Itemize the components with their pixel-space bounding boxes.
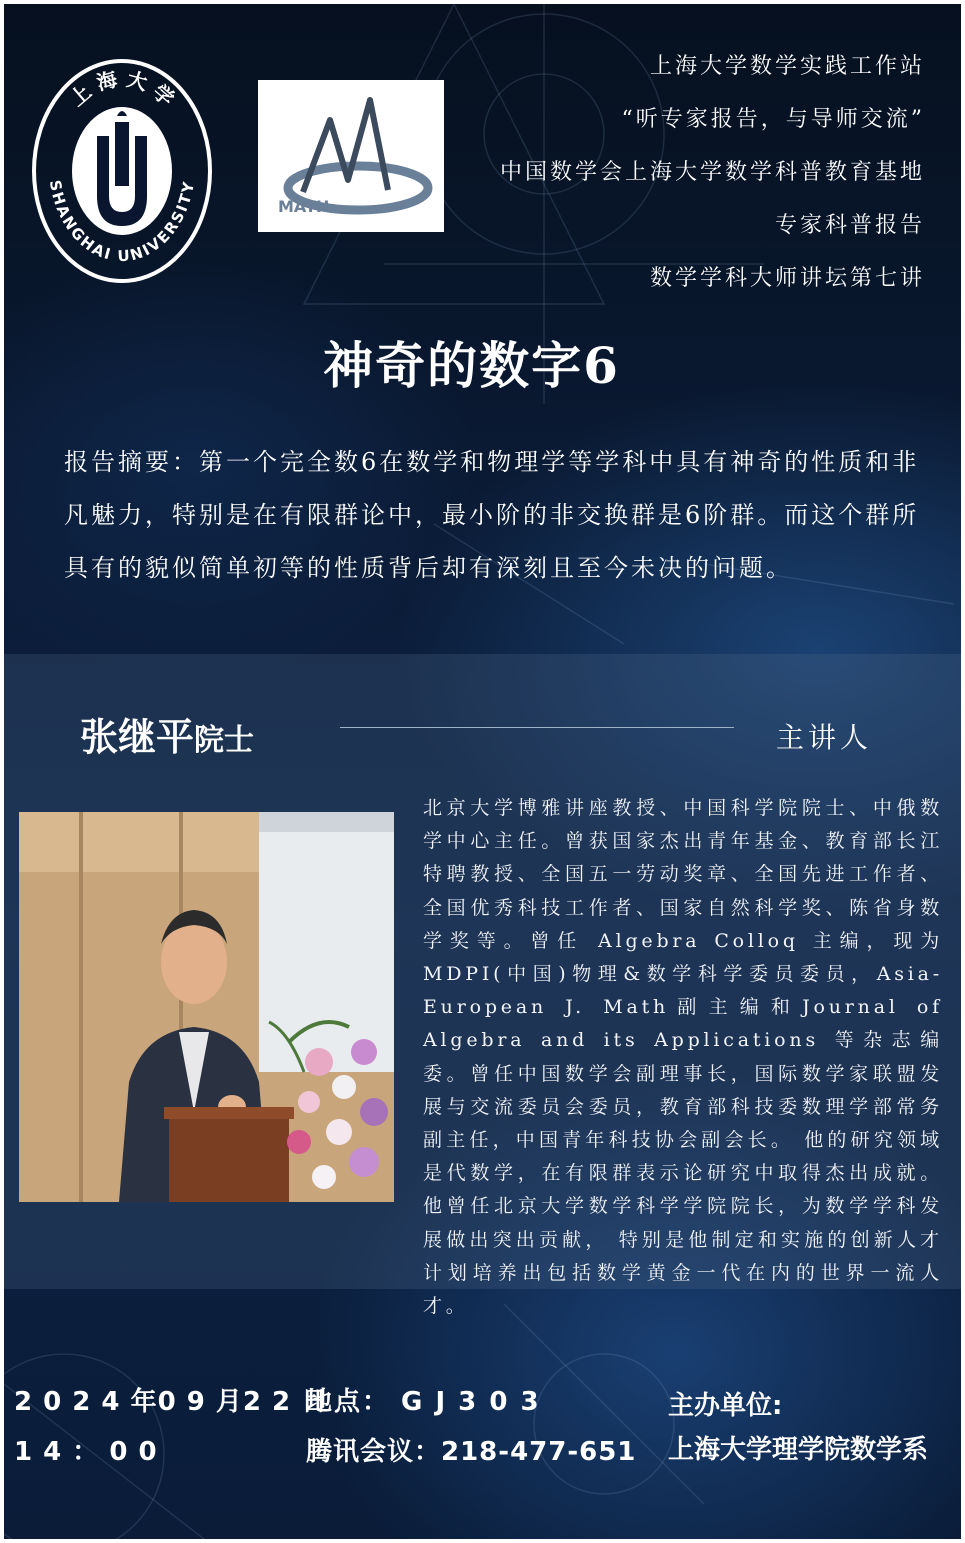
meeting-id: 腾讯会议：218-477-651 xyxy=(306,1437,637,1467)
organizer-name: 上海大学理学院数学系 xyxy=(668,1435,929,1465)
speaker-photo xyxy=(19,812,394,1202)
speaker-name xyxy=(80,706,254,761)
header-line-1: 上海大学数学实践工作站 xyxy=(649,54,925,79)
header-line-2: “听专家报告，与导师交流” xyxy=(621,107,925,132)
lecture-title: 神奇的数字6 xyxy=(323,336,620,395)
header-line-3: 中国数学会上海大学数学科普教育基地 xyxy=(499,160,925,185)
poster xyxy=(4,4,961,1539)
shanghai-university-logo xyxy=(29,56,215,286)
logo-chinese-text: 上 海 大 学 xyxy=(65,66,179,111)
event-time: 1 4 ： 0 0 xyxy=(14,1437,158,1467)
event-location: 地点： G J 3 0 3 xyxy=(306,1387,541,1417)
math-logo-text: MATH xyxy=(278,197,330,216)
math-logo xyxy=(258,80,444,232)
divider-line xyxy=(340,727,734,728)
event-date: 2 0 2 4 年0 9 月2 2 日 xyxy=(14,1387,329,1417)
speaker-title: 院士 xyxy=(194,723,255,758)
speaker-name-text: 张继平 xyxy=(80,715,195,759)
abstract: 报告摘要：第一个完全数6在数学和物理学等学科中具有神奇的性质和非凡魅力，特别是在有限群论中，最小阶的非交换群是6阶群。而这个群所具有的貌似简单初等的性质背后却有深刻且至今未决的问题。 xyxy=(64,448,920,582)
speaker-bio: 北京大学博雅讲座教授、中国科学院院士、中俄数学中心主任。曾获国家杰出青年基金、教育部长江特聘教授、全国五一劳动奖章、全国先进工作者、全国优秀科技工作者、国家自然科学奖、陈省身数学奖等。曾任 Algebra Colloq 主编，现为MDPI(中国)物理&数学科学委员委员，Asia-European J. Math副主编和Journal of Algebra and its Applications 等杂志编委。曾任中国数学会副理事长，国际数学家联盟发展与交流委员会委员，教育部科技委数理学部常务副主任，中国青年科技协会副会长。 他的研究领域是代数学，在有限群表示论研究中取得杰出成就。他曾任北京大学数学科学学院院长，为数学学科发展做出突出贡献， 特别是他制定和实施的创新人才计划培养出包括数学黄金一代在内的世界一流人才。 xyxy=(423,797,943,1318)
header-lines xyxy=(500,40,925,305)
organizer-label: 主办单位: xyxy=(668,1391,783,1421)
header-line-4: 专家科普报告 xyxy=(774,213,925,238)
logo-english-text: SHANGHAI UNIVERSITY xyxy=(45,178,199,266)
speaker-role: 主讲人 xyxy=(776,721,873,754)
header-line-5: 数学学科大师讲坛第七讲 xyxy=(649,266,925,291)
